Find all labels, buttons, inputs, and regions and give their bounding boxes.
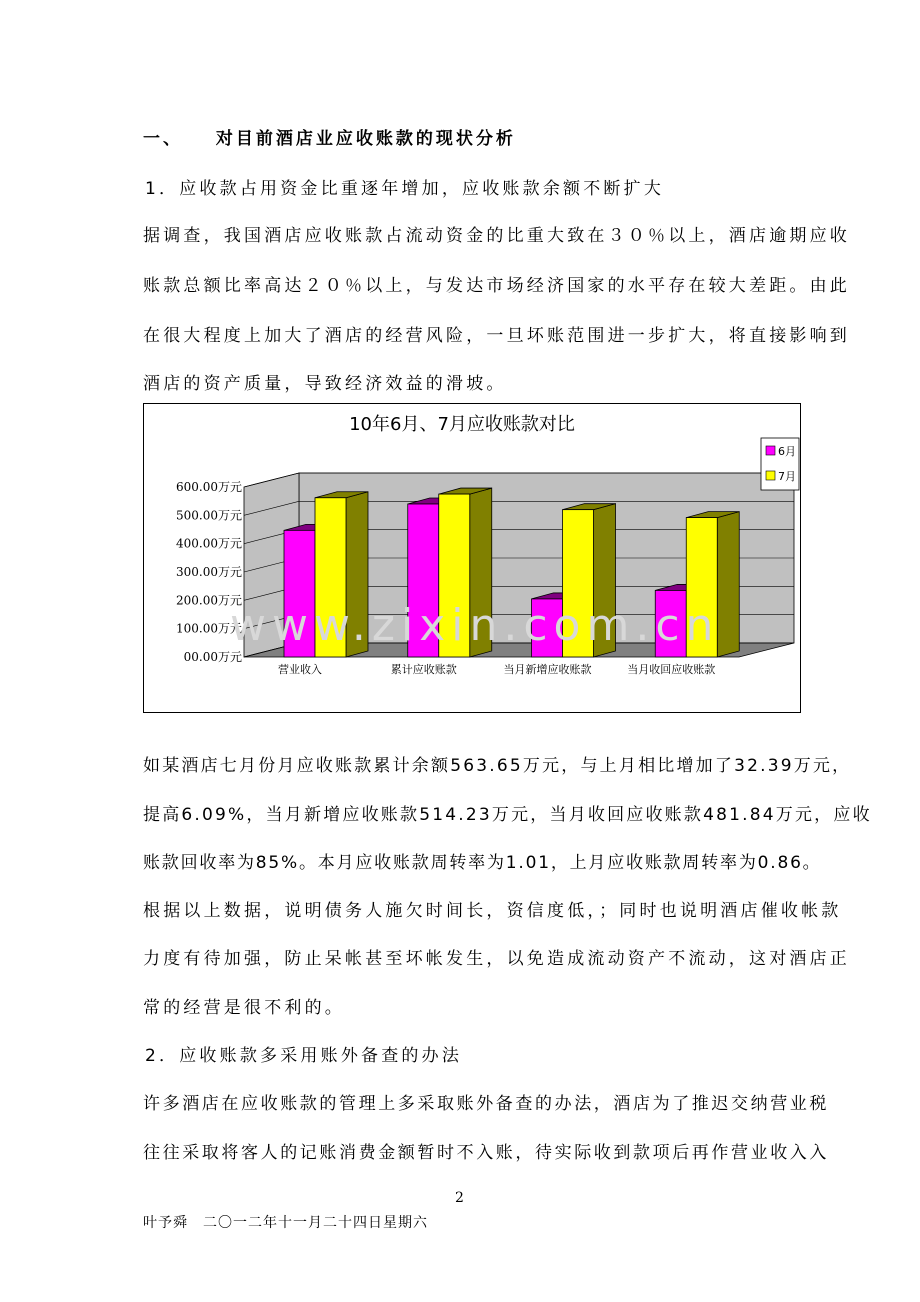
y-tick-label: 200.00万元 — [176, 593, 242, 608]
paragraph-2-line-5: 力度有待加强，防止呆帐甚至坏帐发生，以免造成流动资产不流动，这对酒店正 — [143, 949, 850, 969]
paragraph-1-line-1: 据调查，我国酒店应收账款占流动资金的比重大致在３０％以上，酒店逾期应收 — [143, 226, 850, 246]
legend-swatch — [766, 471, 775, 480]
heading-line — [143, 124, 516, 149]
bar-chart — [144, 404, 800, 712]
x-tick-label: 当月新增应收账款 — [503, 663, 592, 676]
y-tick-label: 100.00万元 — [176, 621, 242, 636]
watermark: www.zixin.com.cn — [230, 600, 720, 651]
bar-side — [717, 512, 739, 657]
y-tick-label: 500.00万元 — [176, 508, 242, 523]
heading-number: 一、 — [143, 129, 183, 149]
legend-label: 7月 — [778, 470, 796, 483]
chart-legend — [761, 438, 799, 490]
legend-label: 6月 — [778, 445, 796, 458]
y-tick-label: 00.00万元 — [183, 650, 242, 664]
paragraph-2-line-3: 账款回收率为85%。本月应收账款周转率为1.01，上月应收账款周转率为0.86。 — [143, 853, 822, 873]
chart-container — [143, 403, 801, 713]
paragraph-1-line-4: 酒店的资产质量，导致经济效益的滑坡。 — [143, 374, 507, 394]
paragraph-1-line-2: 账款总额比率高达２０％以上，与发达市场经济国家的水平存在较大差距。由此 — [143, 276, 850, 296]
paragraph-3-line-1: 许多酒店在应收账款的管理上多采取账外备查的办法，酒店为了推迟交纳营业税 — [143, 1094, 829, 1114]
subheading-2: 2．应收账款多采用账外备查的办法 — [145, 1046, 463, 1066]
heading-text: 对目前酒店业应收账款的现状分析 — [215, 129, 516, 149]
paragraph-1-line-3: 在很大程度上加大了酒店的经营风险，一旦坏账范围进一步扩大，将直接影响到 — [143, 326, 850, 346]
x-tick-label: 营业收入 — [278, 663, 322, 676]
footer-text: 叶予舜 二〇一二年十一月二十四日星期六 — [143, 1215, 428, 1231]
paragraph-3-line-2: 往往采取将客人的记账消费金额暂时不入账，待实际收到款项后再作营业收入入 — [143, 1143, 829, 1163]
subheading-1: 1．应收款占用资金比重逐年增加，应收账款余额不断扩大 — [145, 179, 665, 199]
legend-swatch — [766, 446, 775, 455]
paragraph-2-line-1: 如某酒店七月份月应收账款累计余额563.65万元，与上月相比增加了32.39万元， — [143, 756, 852, 776]
paragraph-2-line-4: 根据以上数据，说明债务人施欠时间长，资信度低，；同时也说明酒店催收帐款 — [143, 901, 842, 921]
paragraph-2-line-6: 常的经营是很不利的。 — [143, 998, 345, 1018]
x-tick-label: 累计应收账款 — [390, 663, 457, 676]
y-tick-label: 400.00万元 — [176, 536, 242, 551]
chart-x-axis — [278, 662, 715, 676]
y-tick-label: 600.00万元 — [176, 480, 242, 494]
x-tick-label: 当月收回应收账款 — [627, 663, 716, 676]
y-tick-label: 300.00万元 — [176, 565, 242, 579]
chart-title: 10年6月、7月应收账款对比 — [349, 414, 575, 435]
paragraph-2-line-2: 提高6.09%，当月新增应收账款514.23万元，当月收回应收账款481.84万元，应收 — [143, 805, 872, 825]
page-number: 2 — [455, 1190, 464, 1206]
